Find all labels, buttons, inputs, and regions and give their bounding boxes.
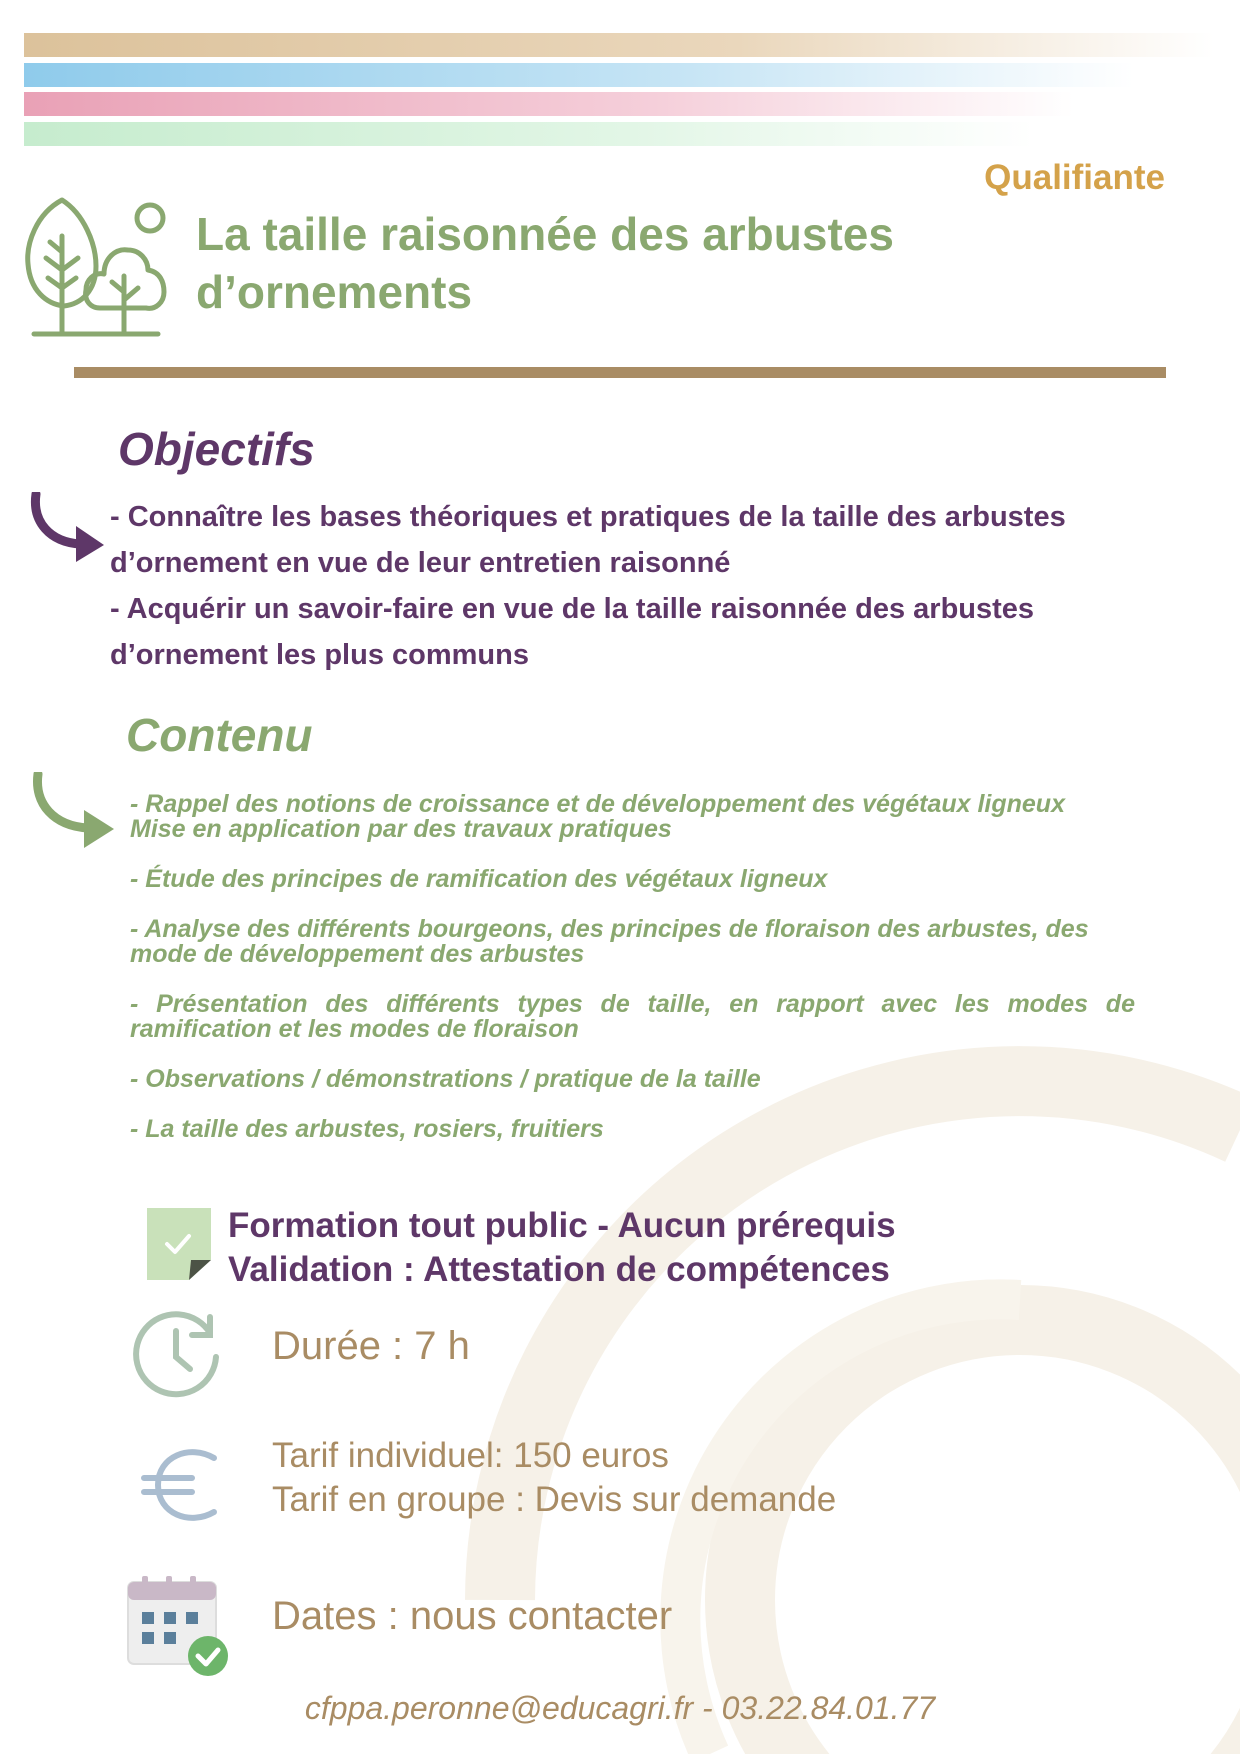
contenu-heading: Contenu (126, 709, 313, 761)
curved-arrow-purple-icon (30, 492, 108, 566)
contenu-line: - Rappel des notions de croissance et de développement des végétaux ligneux (130, 790, 1065, 818)
trees-icon (24, 196, 169, 341)
info-lines (228, 1204, 896, 1292)
validation-text: Validation : Attestation de compétences (228, 1250, 890, 1289)
dates-text: Dates : nous contacter (272, 1594, 673, 1638)
decorative-band-blue (24, 63, 1134, 87)
contenu-item (130, 917, 1135, 967)
contenu-item (130, 1117, 1135, 1142)
tarif-groupe-text: Tarif en groupe : Devis sur demande (272, 1480, 837, 1519)
contenu-line: - Présentation des différents types de taille, en rapport avec les modes de (130, 990, 1135, 1018)
qualification-badge: Qualifiante (984, 158, 1165, 197)
objectif-line: d’ornement en vue de leur entretien raisonné (110, 547, 731, 579)
curved-arrow-green-icon (32, 772, 118, 852)
title-divider (74, 367, 1166, 378)
decorative-band-pink (24, 92, 1074, 116)
page-title-line-1: La taille raisonnée des arbustes (196, 208, 894, 260)
contenu-line: - Étude des principes de ramification des végétaux ligneux (130, 865, 828, 893)
contact-info: cfppa.peronne@educagri.fr - 03.22.84.01.77 (304, 1690, 936, 1726)
contenu-item (130, 792, 1135, 842)
checkmark-note-icon (147, 1208, 213, 1282)
duree-text: Durée : 7 h (272, 1324, 470, 1368)
contenu-line: - Analyse des différents bourgeons, des principes de floraison des arbustes, des (130, 915, 1089, 943)
tarifs-block (272, 1434, 836, 1522)
clock-icon (130, 1305, 226, 1401)
page-title-line-2: d’ornements (196, 266, 473, 318)
objectif-line: - Connaître les bases théoriques et pratiques de la taille des arbustes (110, 501, 1066, 533)
contenu-line: ramification et les modes de floraison (130, 1015, 579, 1043)
contenu-item (130, 867, 1135, 892)
public-text: Formation tout public - Aucun prérequis (228, 1206, 896, 1245)
objectif-line: d’ornement les plus communs (110, 639, 529, 671)
decorative-band-gold (24, 33, 1214, 57)
euro-icon (140, 1446, 224, 1524)
objectif-line: - Acquérir un savoir-faire en vue de la taille raisonnée des arbustes (110, 593, 1035, 625)
contenu-line: - La taille des arbustes, rosiers, fruitiers (130, 1115, 604, 1143)
contenu-item (130, 992, 1135, 1042)
decorative-band-green (24, 122, 1034, 146)
contenu-list (130, 792, 1135, 1142)
objectifs-list (110, 494, 1130, 678)
tarif-individuel-text: Tarif individuel: 150 euros (272, 1436, 669, 1475)
objectifs-heading: Objectifs (118, 423, 315, 475)
contenu-line: Mise en application par des travaux pratiques (130, 815, 672, 843)
page-title (196, 205, 1096, 321)
contenu-line: - Observations / démonstrations / pratique de la taille (130, 1065, 761, 1093)
contenu-line: mode de développement des arbustes (130, 940, 585, 968)
calendar-check-icon (126, 1576, 232, 1678)
contenu-item (130, 1067, 1135, 1092)
